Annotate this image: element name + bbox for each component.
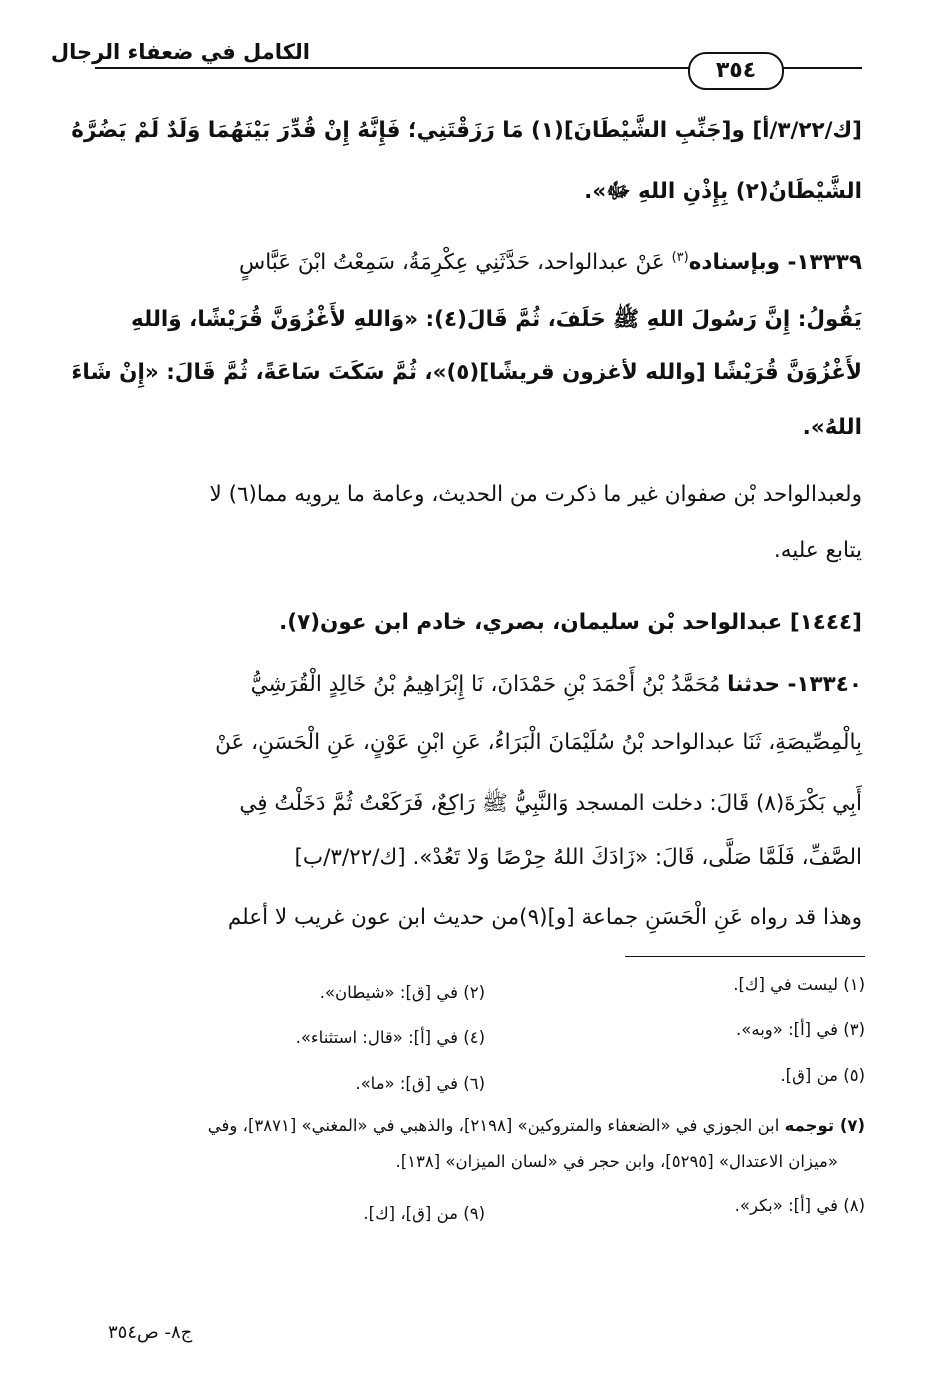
footnote-7: [208, 1116, 865, 1135]
footnote-1: (١) ليست في [ك].: [733, 975, 865, 994]
footnote-7-cont: «ميزان الاعتدال» [٥٢٩٥]، وابن حجر في «لسان الميزان» [١٣٨].: [395, 1152, 838, 1171]
footnote-4: (٤) في [أ]: «قال: استثناء».: [295, 1028, 485, 1047]
text-line-7: ولعبدالواحد بْن صفوان غير ما ذكرت من الحديث، وعامة ما يرويه مما(٦) لا: [209, 482, 862, 507]
text-line-4: يَقُولُ: إِنَّ رَسُولَ اللهِ ﷺ حَلَفَ، ثُمَّ قَالَ(٤): «وَاللهِ لأَغْزُوَنَّ قُرَيْشًا، وَاللهِ: [131, 307, 862, 332]
text-line-6: اللهُ».: [802, 415, 862, 440]
text-span: عَنْ عبدالواحد، حَدَّثَنِي عِكْرِمَةُ، سَمِعْتُ ابْنَ عَبَّاسٍ: [238, 250, 672, 275]
text-line-5: لأَغْزُوَنَّ قُرَيْشًا [والله لأغزون قريشًا](٥)»، ثُمَّ سَكَتَ سَاعَةً، ثُمَّ قَالَ: «إِنْ شَاءَ: [71, 360, 862, 385]
page-reference: ج٨- ص٣٥٤: [108, 1322, 193, 1343]
footnote-6: (٦) في [ق]: «ما».: [355, 1074, 485, 1093]
text-span: مُحَمَّدُ بْنُ أَحْمَدَ بْنِ حَمْدَانَ، نَا إِبْرَاهِيمُ بْنُ خَالِدٍ الْقُرَشِيُّ: [250, 672, 728, 697]
running-title: الكامل في ضعفاء الرجال: [50, 40, 310, 64]
hadith-number: ١٣٣٤٠- حدثنا: [727, 672, 862, 697]
footnote-9: (٩) من [ق]، [ك].: [363, 1204, 485, 1223]
footnote-2: (٢) في [ق]: «شيطان».: [319, 983, 485, 1002]
hadith-number: ١٣٣٣٩- وبإسناده: [688, 250, 862, 275]
hadith-13339-line: [239, 250, 862, 275]
footnote-ref: (٣): [671, 250, 689, 265]
footnote-5: (٥) من [ق].: [780, 1066, 865, 1085]
text-line-2: الشَّيْطَانُ(٢) بِإِذْنِ اللهِ ﷻ».: [584, 179, 862, 204]
hadith-13340-line: [251, 672, 862, 697]
entry-heading: [١٤٤٤] عبدالواحد بْن سليمان، بصري، خادم ابن عون(٧).: [279, 610, 862, 635]
text-line-12: أَبِي بَكْرَةَ(٨) قَالَ: دخلت المسجد وَالنَّبِيُّ ﷺ رَاكِعٌ، فَرَكَعْتُ ثُمَّ دَخَلْتُ فِي: [239, 791, 862, 816]
footnote-7-label: (٧) توجمه: [784, 1116, 865, 1135]
text-line-13: الصَّفِّ، فَلَمَّا صَلَّى، قَالَ: «زَادَكَ اللهُ حِرْصًا وَلا تَعُدْ». [ك/٣/٢٢/ب]: [294, 845, 862, 870]
text-line-14: وهذا قد رواه عَنِ الْحَسَنِ جماعة [و](٩)من حديث ابن عون غريب لا أعلم: [227, 905, 862, 930]
text-line-1: [ك/٣/٢٢/أ] و[جَنِّبِ الشَّيْطَانَ](١) مَا رَزَقْتَنِي؛ فَإِنَّهُ إِنْ قُدِّرَ بَيْنَهُمَا وَلَدٌ لَمْ يَضُرَّهُ: [71, 118, 862, 143]
footnote-3: (٣) في [أ]: «وبه».: [736, 1020, 865, 1039]
page-number: ٣٥٤: [688, 52, 784, 90]
text-line-11: بِالْمِصِّيصَةِ، ثَنَا عبدالواحد بْنُ سُلَيْمَانَ الْبَرَاءُ، عَنِ ابْنِ عَوْنٍ، عَنِ الْحَسَنِ، عَنْ: [215, 730, 862, 755]
footnote-7-text: ابن الجوزي في «الضعفاء والمتروكين» [٢١٩٨]، والذهبي في «المغني» [٣٨٧١]، وفي: [207, 1116, 785, 1135]
footnote-8: (٨) في [أ]: «بكر».: [734, 1196, 865, 1215]
text-line-8: يتابع عليه.: [773, 538, 862, 563]
footnote-rule: [625, 956, 865, 957]
